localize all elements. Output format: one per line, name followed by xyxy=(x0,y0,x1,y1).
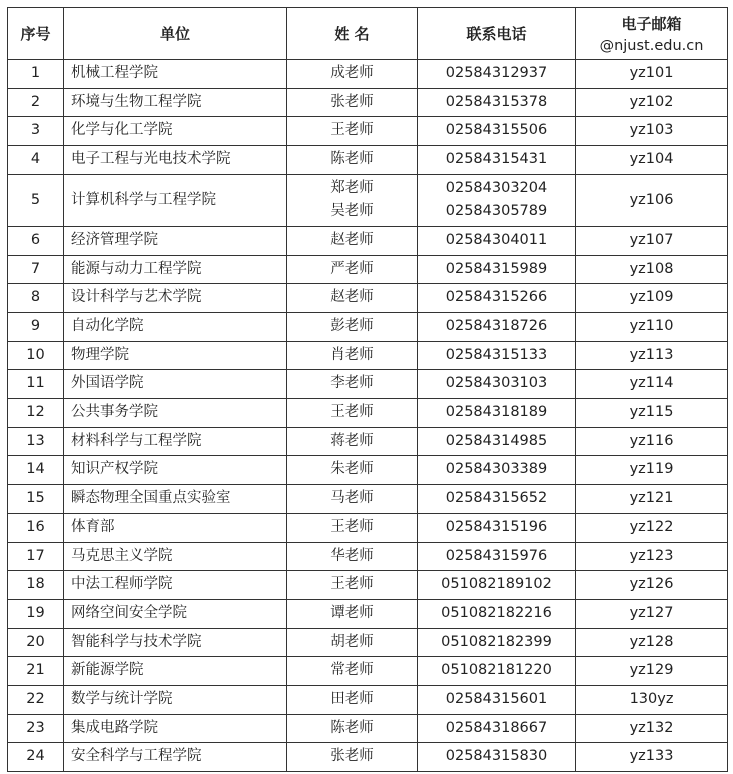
cell-no: 24 xyxy=(8,743,64,772)
teacher-name: 华老师 xyxy=(330,547,374,564)
cell-phone xyxy=(418,255,576,284)
cell-name xyxy=(287,312,418,341)
teacher-name: 陈老师 xyxy=(330,151,374,168)
table-row xyxy=(8,427,728,456)
cell-phone xyxy=(418,174,576,226)
phone-number: 02584303103 xyxy=(445,375,548,392)
cell-phone xyxy=(418,312,576,341)
teacher-name: 王老师 xyxy=(330,404,374,421)
cell-no: 22 xyxy=(8,686,64,715)
teacher-name: 谭老师 xyxy=(330,604,374,621)
table-row xyxy=(8,599,728,628)
phone-number: 02584315506 xyxy=(445,122,548,139)
cell-unit: 环境与生物工程学院 xyxy=(64,88,287,117)
cell-phone xyxy=(418,456,576,485)
cell-no: 18 xyxy=(8,571,64,600)
cell-name xyxy=(287,226,418,255)
contact-table-container xyxy=(7,7,728,772)
cell-email: yz115 xyxy=(576,399,728,428)
cell-no: 16 xyxy=(8,513,64,542)
teacher-name: 吴老师 xyxy=(330,203,374,220)
cell-email: yz121 xyxy=(576,485,728,514)
cell-unit: 化学与化工学院 xyxy=(64,117,287,146)
table-row xyxy=(8,312,728,341)
table-row xyxy=(8,456,728,485)
cell-email: yz123 xyxy=(576,542,728,571)
teacher-name: 成老师 xyxy=(330,65,374,81)
phone-number: 02584315601 xyxy=(445,691,548,708)
header-phone: 联系电话 xyxy=(418,8,576,60)
cell-phone xyxy=(418,341,576,370)
cell-email: yz110 xyxy=(576,312,728,341)
phone-number: 02584305789 xyxy=(445,203,548,220)
cell-email: yz102 xyxy=(576,88,728,117)
header-email xyxy=(576,8,728,60)
cell-phone xyxy=(418,714,576,743)
cell-unit: 体育部 xyxy=(64,513,287,542)
teacher-name: 李老师 xyxy=(330,375,374,392)
phone-number: 02584315652 xyxy=(445,490,548,507)
phone-number: 051082181220 xyxy=(441,662,552,679)
cell-name xyxy=(287,117,418,146)
table-row xyxy=(8,284,728,313)
cell-name xyxy=(287,399,418,428)
cell-name xyxy=(287,341,418,370)
teacher-name: 田老师 xyxy=(330,691,374,708)
cell-unit: 网络空间安全学院 xyxy=(64,599,287,628)
teacher-name: 张老师 xyxy=(330,93,374,110)
phone-number: 02584315378 xyxy=(445,93,548,110)
cell-name xyxy=(287,513,418,542)
cell-phone xyxy=(418,146,576,175)
cell-phone xyxy=(418,513,576,542)
cell-email: yz104 xyxy=(576,146,728,175)
phone-number: 02584315989 xyxy=(445,260,548,277)
cell-name xyxy=(287,714,418,743)
cell-unit: 瞬态物理全国重点实验室 xyxy=(64,485,287,514)
cell-name xyxy=(287,571,418,600)
phone-number: 02584315830 xyxy=(445,748,548,765)
cell-name xyxy=(287,628,418,657)
cell-email: yz103 xyxy=(576,117,728,146)
cell-name xyxy=(287,284,418,313)
teacher-name: 常老师 xyxy=(330,662,374,679)
teacher-name: 陈老师 xyxy=(330,719,374,736)
header-name: 姓 名 xyxy=(287,8,418,60)
phone-number: 02584315133 xyxy=(445,346,548,363)
contact-table xyxy=(7,7,728,772)
cell-no: 15 xyxy=(8,485,64,514)
table-row xyxy=(8,146,728,175)
cell-phone xyxy=(418,628,576,657)
cell-no: 14 xyxy=(8,456,64,485)
table-row xyxy=(8,117,728,146)
header-no: 序号 xyxy=(8,8,64,60)
cell-no: 19 xyxy=(8,599,64,628)
cell-no: 4 xyxy=(8,146,64,175)
cell-email: yz106 xyxy=(576,174,728,226)
cell-no: 20 xyxy=(8,628,64,657)
cell-name xyxy=(287,743,418,772)
cell-unit: 能源与动力工程学院 xyxy=(64,255,287,284)
cell-phone xyxy=(418,542,576,571)
phone-number: 02584315431 xyxy=(445,151,548,168)
cell-unit: 机械工程学院 xyxy=(64,60,287,89)
table-body xyxy=(8,60,728,772)
phone-number: 02584315976 xyxy=(445,547,548,564)
cell-email: yz113 xyxy=(576,341,728,370)
phone-number: 02584312937 xyxy=(445,65,548,81)
cell-name xyxy=(287,427,418,456)
phone-number: 02584303204 xyxy=(445,180,548,197)
cell-phone xyxy=(418,743,576,772)
table-row xyxy=(8,226,728,255)
cell-unit: 外国语学院 xyxy=(64,370,287,399)
table-row xyxy=(8,255,728,284)
cell-unit: 物理学院 xyxy=(64,341,287,370)
table-row xyxy=(8,743,728,772)
teacher-name: 蒋老师 xyxy=(330,432,374,449)
table-row xyxy=(8,60,728,89)
cell-phone xyxy=(418,599,576,628)
cell-phone xyxy=(418,284,576,313)
cell-unit: 新能源学院 xyxy=(64,657,287,686)
cell-unit: 数学与统计学院 xyxy=(64,686,287,715)
cell-no: 12 xyxy=(8,399,64,428)
teacher-name: 胡老师 xyxy=(330,633,374,650)
cell-unit: 计算机科学与工程学院 xyxy=(64,174,287,226)
cell-email: yz114 xyxy=(576,370,728,399)
phone-number: 02584318726 xyxy=(445,317,548,334)
teacher-name: 张老师 xyxy=(330,748,374,765)
teacher-name: 马老师 xyxy=(330,490,374,507)
cell-email: yz127 xyxy=(576,599,728,628)
cell-email: yz126 xyxy=(576,571,728,600)
cell-phone xyxy=(418,485,576,514)
table-row xyxy=(8,571,728,600)
header-email-label: 电子邮箱 xyxy=(621,15,682,33)
cell-unit: 智能科学与技术学院 xyxy=(64,628,287,657)
cell-name xyxy=(287,686,418,715)
header-unit: 单位 xyxy=(64,8,287,60)
cell-no: 9 xyxy=(8,312,64,341)
cell-no: 5 xyxy=(8,174,64,226)
cell-no: 3 xyxy=(8,117,64,146)
table-header-row xyxy=(8,8,728,60)
cell-email: yz122 xyxy=(576,513,728,542)
cell-phone xyxy=(418,657,576,686)
cell-name xyxy=(287,456,418,485)
cell-email: yz109 xyxy=(576,284,728,313)
table-row xyxy=(8,542,728,571)
cell-unit: 中法工程师学院 xyxy=(64,571,287,600)
cell-name xyxy=(287,60,418,89)
cell-email: yz108 xyxy=(576,255,728,284)
cell-no: 17 xyxy=(8,542,64,571)
phone-number: 02584315196 xyxy=(445,518,548,535)
teacher-name: 严老师 xyxy=(330,260,374,277)
phone-number: 02584318189 xyxy=(445,404,548,421)
table-row xyxy=(8,513,728,542)
cell-unit: 知识产权学院 xyxy=(64,456,287,485)
cell-no: 8 xyxy=(8,284,64,313)
cell-no: 21 xyxy=(8,657,64,686)
cell-email: yz101 xyxy=(576,60,728,89)
cell-email: yz128 xyxy=(576,628,728,657)
teacher-name: 赵老师 xyxy=(330,289,374,306)
cell-email: yz107 xyxy=(576,226,728,255)
table-row xyxy=(8,657,728,686)
table-row xyxy=(8,399,728,428)
teacher-name: 朱老师 xyxy=(330,461,374,478)
phone-number: 02584303389 xyxy=(445,461,548,478)
table-row xyxy=(8,628,728,657)
cell-email: 130yz xyxy=(576,686,728,715)
cell-unit: 马克思主义学院 xyxy=(64,542,287,571)
cell-unit: 设计科学与艺术学院 xyxy=(64,284,287,313)
cell-unit: 自动化学院 xyxy=(64,312,287,341)
cell-phone xyxy=(418,60,576,89)
table-row xyxy=(8,686,728,715)
cell-phone xyxy=(418,370,576,399)
cell-no: 23 xyxy=(8,714,64,743)
table-row xyxy=(8,88,728,117)
phone-number: 051082182399 xyxy=(441,633,552,650)
teacher-name: 王老师 xyxy=(330,122,374,139)
cell-phone xyxy=(418,686,576,715)
table-row xyxy=(8,370,728,399)
teacher-name: 赵老师 xyxy=(330,231,374,248)
cell-unit: 材料科学与工程学院 xyxy=(64,427,287,456)
cell-unit: 安全科学与工程学院 xyxy=(64,743,287,772)
cell-no: 1 xyxy=(8,60,64,89)
cell-email: yz119 xyxy=(576,456,728,485)
cell-name xyxy=(287,657,418,686)
cell-no: 2 xyxy=(8,88,64,117)
cell-phone xyxy=(418,117,576,146)
cell-no: 6 xyxy=(8,226,64,255)
cell-name xyxy=(287,146,418,175)
cell-phone xyxy=(418,571,576,600)
phone-number: 02584315266 xyxy=(445,289,548,306)
phone-number: 02584318667 xyxy=(445,719,548,736)
table-row xyxy=(8,485,728,514)
cell-unit: 经济管理学院 xyxy=(64,226,287,255)
cell-unit: 电子工程与光电技术学院 xyxy=(64,146,287,175)
cell-name xyxy=(287,255,418,284)
table-row xyxy=(8,174,728,226)
cell-no: 10 xyxy=(8,341,64,370)
teacher-name: 肖老师 xyxy=(330,346,374,363)
cell-unit: 集成电路学院 xyxy=(64,714,287,743)
cell-phone xyxy=(418,88,576,117)
cell-email: yz129 xyxy=(576,657,728,686)
teacher-name: 王老师 xyxy=(330,518,374,535)
cell-email: yz133 xyxy=(576,743,728,772)
cell-no: 11 xyxy=(8,370,64,399)
phone-number: 02584304011 xyxy=(445,231,548,248)
cell-email: yz132 xyxy=(576,714,728,743)
phone-number: 02584314985 xyxy=(445,432,548,449)
cell-name xyxy=(287,485,418,514)
phone-number: 051082182216 xyxy=(441,604,552,621)
cell-email: yz116 xyxy=(576,427,728,456)
phone-number: 051082189102 xyxy=(441,576,552,593)
cell-phone xyxy=(418,399,576,428)
cell-name xyxy=(287,542,418,571)
cell-name xyxy=(287,174,418,226)
cell-no: 7 xyxy=(8,255,64,284)
cell-unit: 公共事务学院 xyxy=(64,399,287,428)
cell-no: 13 xyxy=(8,427,64,456)
header-email-domain: @njust.edu.cn xyxy=(599,38,704,54)
teacher-name: 王老师 xyxy=(330,576,374,593)
table-row xyxy=(8,714,728,743)
cell-phone xyxy=(418,427,576,456)
teacher-name: 彭老师 xyxy=(330,317,374,334)
cell-name xyxy=(287,599,418,628)
teacher-name: 郑老师 xyxy=(330,180,374,197)
cell-phone xyxy=(418,226,576,255)
cell-name xyxy=(287,370,418,399)
cell-name xyxy=(287,88,418,117)
table-row xyxy=(8,341,728,370)
